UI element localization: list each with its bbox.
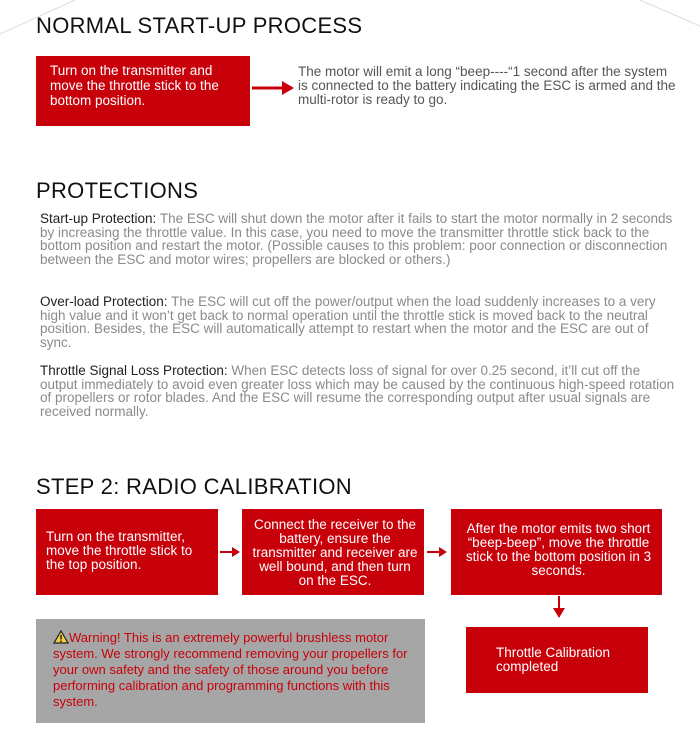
normal-startup-heading: NORMAL START-UP PROCESS [36,13,363,38]
overload-protection-paragraph [40,295,680,349]
calibration-arrow-1-icon [220,546,240,558]
calibration-result-box: Throttle Calibration completed [466,627,648,693]
calibration-down-arrow-icon [552,596,566,619]
signal-loss-protection-text: When ESC detects loss of signal for over 0.25 second, it’ll cut off the output immediately to avoid even greater loss which may be caused by the continuous high-speed rotation of propellers or rotor blades. And the ESC will resume the corresponding output after usual signals are received normally. [40,363,675,419]
startup-protection-title: Start-up Protection: [40,211,157,226]
warning-box [36,619,425,723]
calibration-step-1-box: Turn on the transmitter, move the throttle stick to the top position. [36,509,218,595]
startup-protection-text: The ESC will shut down the motor after it fails to start the motor normally in 2 seconds by increasing the throttle value. In this case, you need to move the transmitter throttle stick back to the bottom position and restart the motor. (Possible causes to this problem: poor connection or disconnection between the ESC and motor wires; propellers are blocked or others.) [40,211,673,267]
startup-protection-paragraph [40,212,680,266]
startup-step-box: Turn on the transmitter and move the throttle stick to the bottom position. [36,56,250,126]
overload-protection-text: The ESC will cut off the power/output when the load suddenly increases to a very high value and it won’t get back to normal operation until the throttle stick is moved back to the neutral position. Besides, the ESC will automatically attempt to restart when the motor and the ESC are out of sync. [40,294,656,350]
signal-loss-protection-title: Throttle Signal Loss Protection: [40,363,228,378]
calibration-arrow-2-icon [427,546,447,558]
signal-loss-protection-paragraph [40,364,680,418]
startup-description: The motor will emit a long “beep----“1 second after the system is connected to the battery indicating the ESC is armed and the multi-rotor is ready to go. [298,64,676,107]
radio-calibration-heading: STEP 2: RADIO CALIBRATION [36,474,352,499]
calibration-step-2-box: Connect the receiver to the battery, ensure the transmitter and receiver are well bound, and then turn on the ESC. [242,509,424,595]
overload-protection-title: Over-load Protection: [40,294,168,309]
warning-triangle-icon [53,630,69,644]
startup-arrow-icon [252,80,294,96]
protections-heading: PROTECTIONS [36,178,199,203]
calibration-step-3-box: After the motor emits two short “beep-beep”, move the throttle stick to the bottom position in 3 seconds. [451,509,662,595]
warning-text: Warning! This is an extremely powerful brushless motor system. We strongly recommend removing your propellers for your own safety and the safety of those around you before performing calibration and programming functions with this system. [53,630,408,709]
